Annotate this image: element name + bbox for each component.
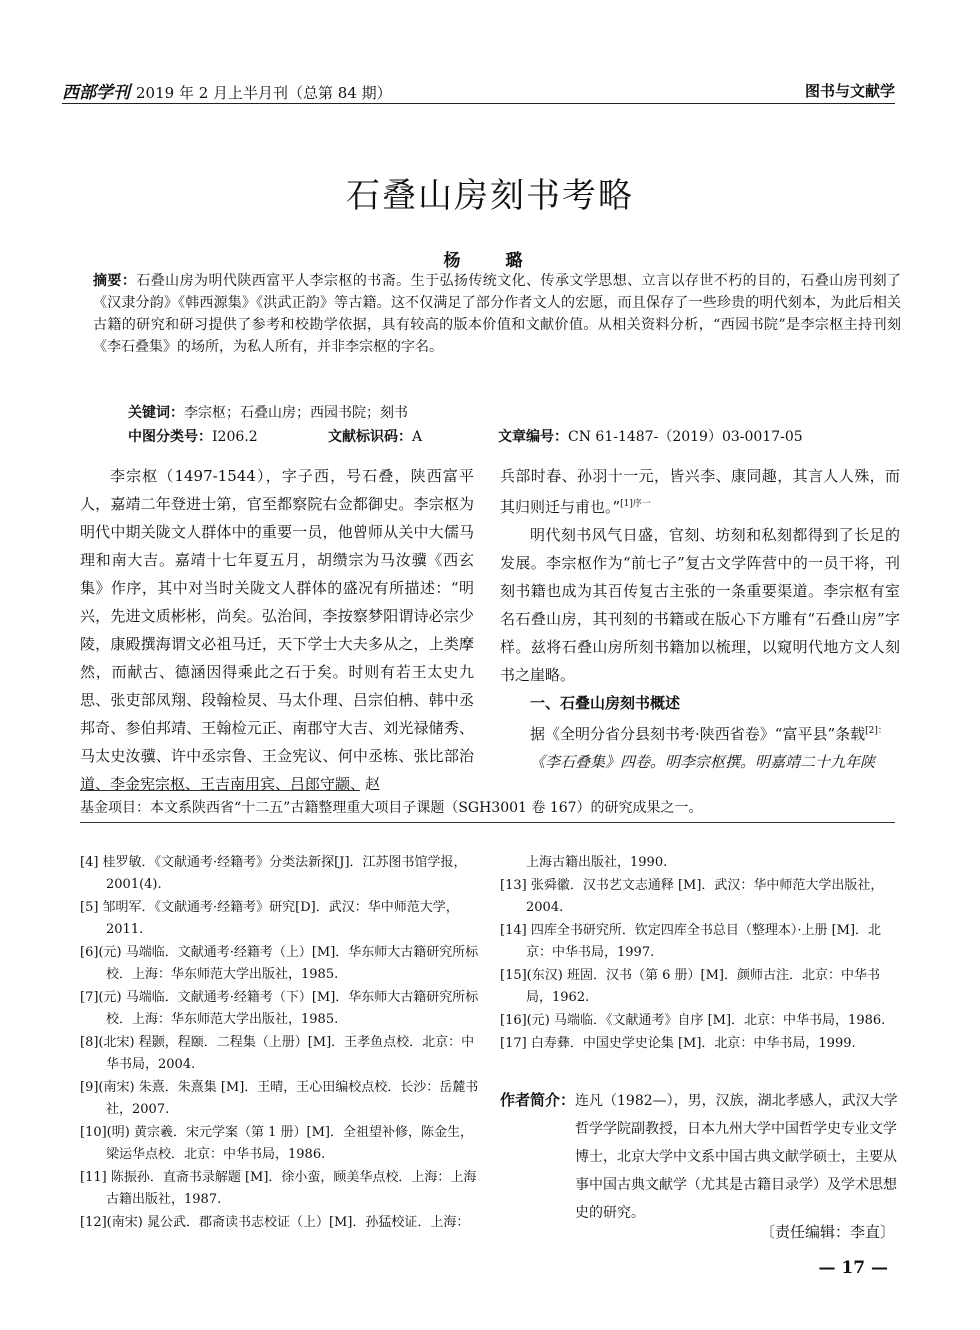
journal-issue: 2019 年 2 月上半月刊（总第 84 期） (136, 84, 392, 102)
references-right (500, 852, 900, 1056)
body-column-left (80, 462, 474, 798)
body-paragraph-continued (500, 462, 900, 521)
footnote-marker: [2]： (865, 726, 887, 736)
body-paragraph (500, 717, 900, 748)
article-number (498, 426, 803, 446)
journal-name: 西部学刊 (62, 83, 130, 103)
article-title: 石叠山房刻书考略 (346, 176, 634, 216)
clc-label: 中图分类号： (128, 429, 212, 445)
section-name: 图书与文献学 (804, 82, 895, 100)
clc-value: I206.2 (212, 429, 258, 445)
reference-item: [8](北宋) 程颢，程颐．二程集（上册）[M]．王孝鱼点校．北京：中华书局，2004. (80, 1035, 475, 1072)
author-bio-text: 连凡（1982—），男，汉族，湖北孝感人，武汉大学哲学学院副教授，日本九州大学中国哲学史专业文学博士，北京大学中文系中国古典文献学硕士，主要从事中国古典文献学（尤其是古籍目录学）及学术思想史的研究。 (575, 1093, 898, 1221)
reference-item: [15](东汉) 班固．汉书（第 6 册）[M]．颜师古注．北京：中华书局，1962. (500, 968, 880, 1005)
body-paragraph: 明代刻书风气日盛，官刻、坊刻和私刻都得到了长足的发展。李宗枢作为“前七子”复古文学阵营中的一员干将，刊刻书籍也成为其百传复古主张的一条重要渠道。李宗枢有室名石叠山房，其刊刻的书籍或在版心下方雕有“石叠山房”字样。兹将石叠山房所刻书籍加以梳理，以窥明代地方文人刻书之崖略。 (500, 526, 900, 684)
funding-note: 基金项目：本文系陕西省“十二五”古籍整理重大项目子课题（SGH3001 卷 167）的研究成果之一。 (80, 800, 703, 816)
article-number-label: 文章编号： (498, 429, 568, 445)
keywords (128, 402, 408, 422)
footnote-rule (80, 790, 360, 791)
reference-item: [17] 白寿彝．中国史学史论集 [M]．北京：中华书局，1999. (500, 1036, 856, 1051)
doc-code-value: A (412, 429, 423, 445)
reference-item-continued: 上海古籍出版社，1990. (526, 855, 668, 870)
abstract-label: 摘要： (93, 273, 137, 289)
reference-item: [7](元) 马端临．文献通考·经籍考（下）[M]．华东师大古籍研究所标校．上海：华东师范大学出版社，1985. (80, 990, 479, 1027)
author-bio-label: 作者简介： (500, 1091, 576, 1109)
body-column-right (500, 462, 900, 776)
reference-item: [5] 邹明军．《文献通考·经籍考》研究[D]．武汉：华中师范大学，2011. (80, 900, 459, 937)
article-number-value: CN 61-1487-（2019）03-0017-05 (568, 429, 803, 445)
block-citation: 《李石叠集》四卷。明李宗枢撰。明嘉靖二十九年陕 (530, 753, 876, 771)
running-header-left (62, 78, 392, 103)
reference-item: [6](元) 马端临．文献通考·经籍考（上）[M]．华东师大古籍研究所标校．上海：华东师范大学出版社，1985. (80, 945, 479, 982)
continued-text: 兵部时春、孙羽十一元，皆兴李、康同趣，其言人人殊，而其归则迁与甫也。” (500, 467, 900, 516)
keywords-label: 关键词： (128, 405, 184, 421)
reference-item: [10](明) 黄宗羲．宋元学案（第 1 册）[M]．全祖望补修，陈金生，梁运华点校．北京：中华书局，1986. (80, 1125, 473, 1162)
abstract (93, 270, 901, 358)
reference-item: [14] 四库全书研究所．钦定四库全书总目（整理本）·上册 [M]．北京：中华书局，1997. (500, 923, 882, 960)
keywords-text: 李宗枢；石叠山房；西园书院；刻书 (184, 405, 408, 421)
doc-code-label: 文献标识码： (328, 429, 412, 445)
footnote-marker: [1]序一 (620, 499, 651, 509)
reference-item: [13] 张舜徽．汉书艺文志通释 [M]．武汉：华中师范大学出版社，2004. (500, 878, 884, 915)
page-number: — 17 — (818, 1258, 888, 1278)
reference-item: [9](南宋) 朱熹．朱熹集 [M]．王晴，王心田编校点校．长沙：岳麓书社，2007. (80, 1080, 479, 1117)
paragraph-text: 据《全明分省分县刻书考·陕西省卷》“富平县”条载 (530, 725, 866, 743)
reference-item: [16](元) 马端临．《文献通考》自序 [M]．北京：中华书局，1986. (500, 1013, 886, 1028)
reference-item: [11] 陈振孙．直斋书录解题 [M]．徐小蛮，顾美华点校．上海：上海古籍出版社，1987. (80, 1170, 477, 1207)
author-bio (500, 1086, 900, 1227)
article-author: 杨 璐 (443, 251, 537, 271)
clc-code (128, 426, 258, 446)
doc-code (328, 426, 422, 446)
section-divider (80, 822, 895, 823)
responsible-editor: 〔责任编辑：李直〕 (759, 1223, 895, 1241)
reference-item: [12](南宋) 晁公武．郡斋读书志校证（上）[M]．孙猛校证．上海： (80, 1215, 470, 1230)
abstract-text: 石叠山房为明代陕西富平人李宗枢的书斋。生于弘扬传统文化、传承文学思想、立言以存世不朽的目的，石叠山房刊刻了《汉隶分韵》《韩西源集》《洪武正韵》等古籍。这不仅满足了部分作者文人的宏愿，而且保存了一些珍贵的明代刻本，为此后相关古籍的研究和研习提供了参考和校勘学依据，具有较高的版本价值和文献价值。从相关资料分析，“西园书院”是李宗枢主持刊刻《李石叠集》的场所，为私人所有，并非李宗枢的字名。 (93, 273, 902, 355)
section-heading: 一、石叠山房刻书概述 (530, 694, 681, 712)
body-paragraph: 李宗枢（1497-1544），字子西，号石叠，陕西富平人，嘉靖二年登进士第，官至都察院右佥都御史。李宗枢为明代中期关陇文人群体中的重要一员，他曾师从关中大儒马理和南大吉。嘉靖十七年夏五月，胡缵宗为马汝骥《西玄集》作序，其中对当时关陇文人群体的盛况有所描述：“明兴，先进文质彬彬，尚矣。弘治间，李按察梦阳谓诗必宗少陵，康殿撰海谓文必祖马迁，天下学士大夫多从之，上类摩然，而献古、德涵因得乘此之石于矣。时则有若王太史九思、张吏部凤翔、段翰检炅、马太仆理、吕宗伯柟、韩中丞邦奇、参伯邦靖、王翰检元正、南郡守大吉、刘光禄储秀、马太史汝骥、许中丞宗鲁、王佥宪议、何中丞栋、张比部治道、李金宪宗枢、王吉南用宾、吕郎守颛、赵 (80, 467, 474, 793)
reference-item: [4] 桂罗敏．《文献通考·经籍考》分类法新探[J]．江苏图书馆学报，2001(4). (80, 855, 467, 892)
header-rule (62, 103, 895, 104)
references-left (80, 852, 485, 1235)
